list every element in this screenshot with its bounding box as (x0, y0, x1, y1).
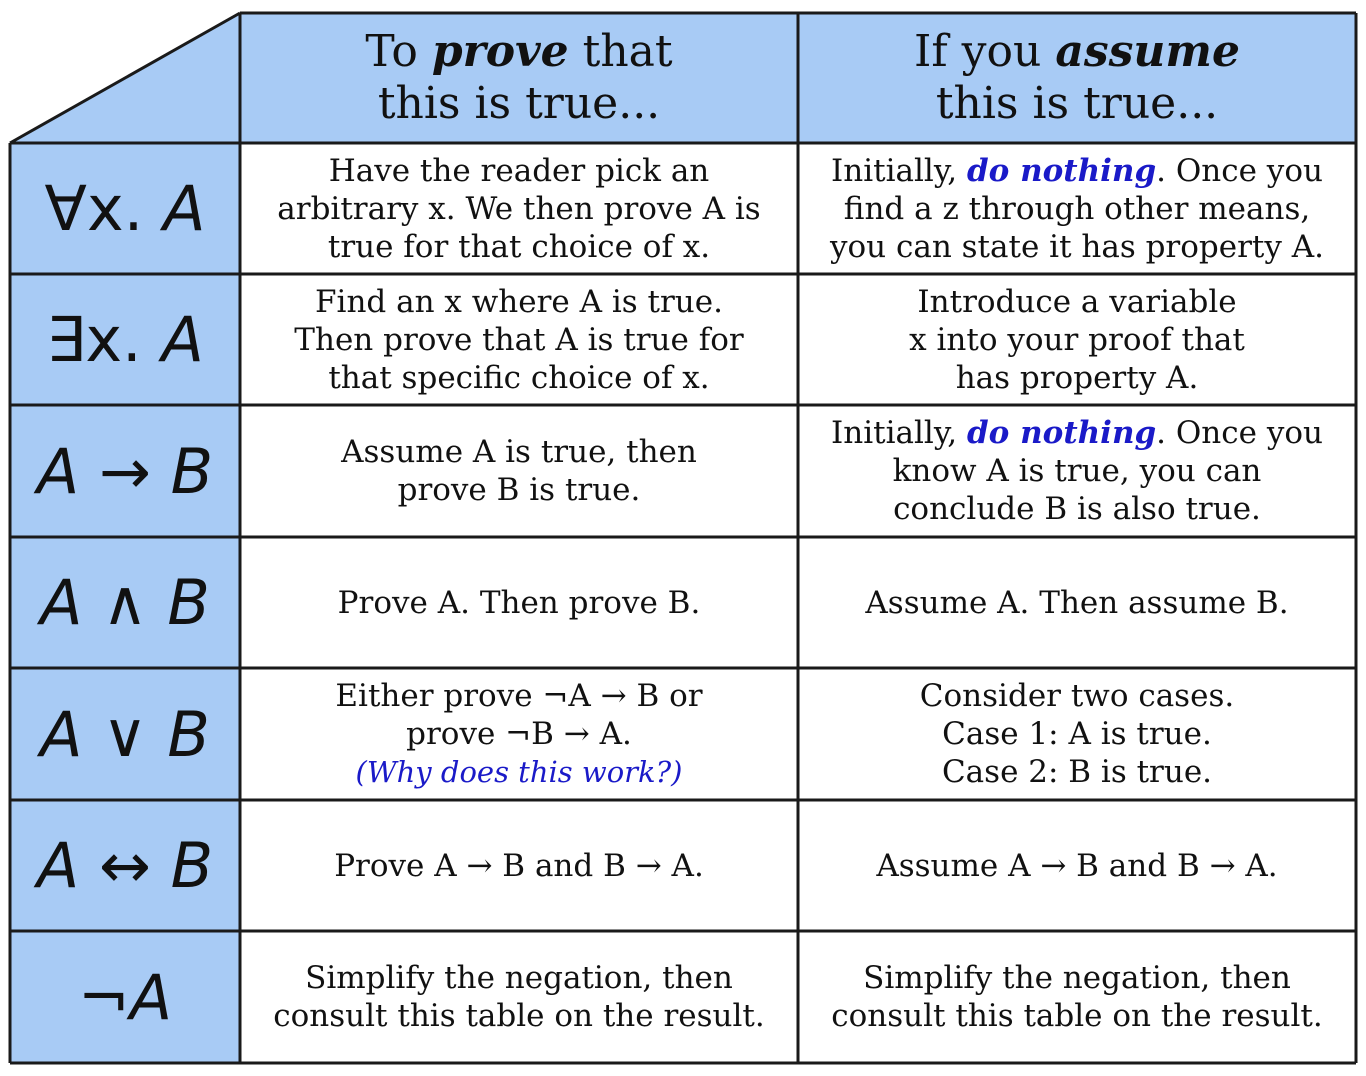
cell-text: ∨ (82, 697, 168, 771)
cell-text: Initially, (831, 415, 967, 451)
cell-text: Assume A → B and B → A. (876, 847, 1278, 884)
cell-text: Either prove ¬A → B or (335, 678, 703, 714)
cell-text: Initially, (831, 152, 967, 189)
header-emphasis: prove (431, 26, 569, 77)
assume-cell-implies (798, 405, 1356, 537)
cell-text: A (161, 303, 204, 376)
cell-text: has property A. (955, 359, 1199, 396)
why-does-this-work-link[interactable]: (Why does this work?) (355, 755, 683, 789)
cell-text: Have the reader pick an (328, 152, 710, 189)
text-span (78, 961, 172, 1034)
text-span (830, 152, 1324, 190)
cell-text: Case 1: A is true. (942, 716, 1212, 752)
cell-text: ¬ (77, 960, 130, 1034)
text-span (40, 566, 210, 639)
cell-text: Prove A → B and B → A. (334, 847, 704, 884)
cell-text: Introduce a variable (917, 283, 1237, 320)
cell-text: → (79, 434, 171, 508)
header-line2: this is true... (377, 78, 661, 129)
prove-cell-implies (240, 405, 798, 537)
cell-text: Find an x where A is true. (315, 283, 723, 320)
do-nothing-emphasis: do nothing (966, 415, 1157, 451)
text-span (40, 698, 210, 771)
cell-text: A (129, 960, 173, 1034)
cell-text: x (85, 303, 123, 376)
cell-text: x into your proof that (909, 321, 1245, 358)
text-span (37, 829, 213, 902)
cell-text: Consider two cases. (919, 678, 1235, 714)
cell-text: . Once you (1156, 152, 1323, 189)
cell-text: A (36, 829, 80, 902)
row-symbol-implies (10, 405, 240, 537)
prove-cell-iff (240, 800, 798, 931)
cell-text: prove B is true. (397, 472, 641, 508)
assume-cell-exists (798, 274, 1356, 405)
text-span (914, 26, 1240, 78)
column-header-assume (798, 13, 1356, 143)
cell-text: Simplify the negation, then (305, 960, 733, 996)
cell-text: consult this table on the result. (831, 998, 1323, 1034)
header-text: To (365, 26, 432, 77)
header-line2: this is true... (935, 78, 1219, 129)
header-emphasis: assume (1055, 26, 1240, 77)
text-span (831, 414, 1323, 452)
row-symbol-and (10, 537, 240, 668)
row-symbol-not (10, 931, 240, 1063)
cell-text: arbitrary x. We then prove A is (277, 190, 761, 227)
cell-text: find a z through other means, (843, 190, 1311, 227)
cell-text: ∀ (44, 172, 87, 245)
cell-text: Assume A is true, then (341, 434, 697, 470)
header-text: If you (914, 26, 1056, 77)
cell-text: B (170, 829, 214, 902)
header-text: that (568, 26, 673, 77)
cell-text: Then prove that A is true for (294, 321, 744, 358)
cell-text: true for that choice of x. (327, 228, 711, 265)
cell-text: . (122, 303, 162, 376)
assume-cell-not (798, 931, 1356, 1063)
prove-cell-not (240, 931, 798, 1063)
text-span (45, 172, 206, 245)
cell-text: x (86, 172, 124, 245)
cell-text: know A is true, you can (892, 453, 1262, 489)
assume-cell-or (798, 668, 1356, 800)
cell-text: Assume A. Then assume B. (865, 584, 1289, 621)
prove-cell-forall (240, 143, 798, 274)
text-span (365, 26, 672, 78)
assume-cell-and (798, 537, 1356, 668)
cell-text: ∧ (82, 566, 168, 639)
cell-text: B (167, 566, 210, 639)
cell-text: ↔ (79, 829, 171, 902)
cell-text: ∃ (46, 303, 86, 376)
cell-text: B (167, 697, 210, 771)
cell-text: Prove A. Then prove B. (337, 584, 701, 621)
cell-text: that specific choice of x. (328, 359, 710, 396)
assume-cell-forall (798, 143, 1356, 274)
cell-text: Case 2: B is true. (941, 754, 1213, 790)
text-span (37, 435, 213, 508)
cell-text: consult this table on the result. (273, 998, 765, 1034)
cell-text: A (163, 172, 206, 245)
cell-text: you can state it has property A. (829, 228, 1324, 265)
row-symbol-forall (10, 143, 240, 274)
prove-cell-and (240, 537, 798, 668)
cell-text: A (40, 697, 83, 771)
cell-text: conclude B is also true. (893, 491, 1261, 527)
cell-text: prove ¬B → A. (406, 716, 632, 752)
row-symbol-iff (10, 800, 240, 931)
cell-text: B (170, 434, 214, 508)
assume-cell-iff (798, 800, 1356, 931)
column-header-prove (240, 13, 798, 143)
cell-text: . (123, 172, 164, 245)
prove-cell-exists (240, 274, 798, 405)
row-symbol-or (10, 668, 240, 800)
cell-text: . Once you (1156, 415, 1323, 451)
cell-text: A (40, 566, 83, 639)
do-nothing-emphasis: do nothing (966, 152, 1157, 189)
cell-text: A (36, 434, 80, 508)
prove-cell-or (240, 668, 798, 800)
row-symbol-exists (10, 274, 240, 405)
cell-text: Simplify the negation, then (863, 960, 1291, 996)
text-span (46, 303, 204, 376)
